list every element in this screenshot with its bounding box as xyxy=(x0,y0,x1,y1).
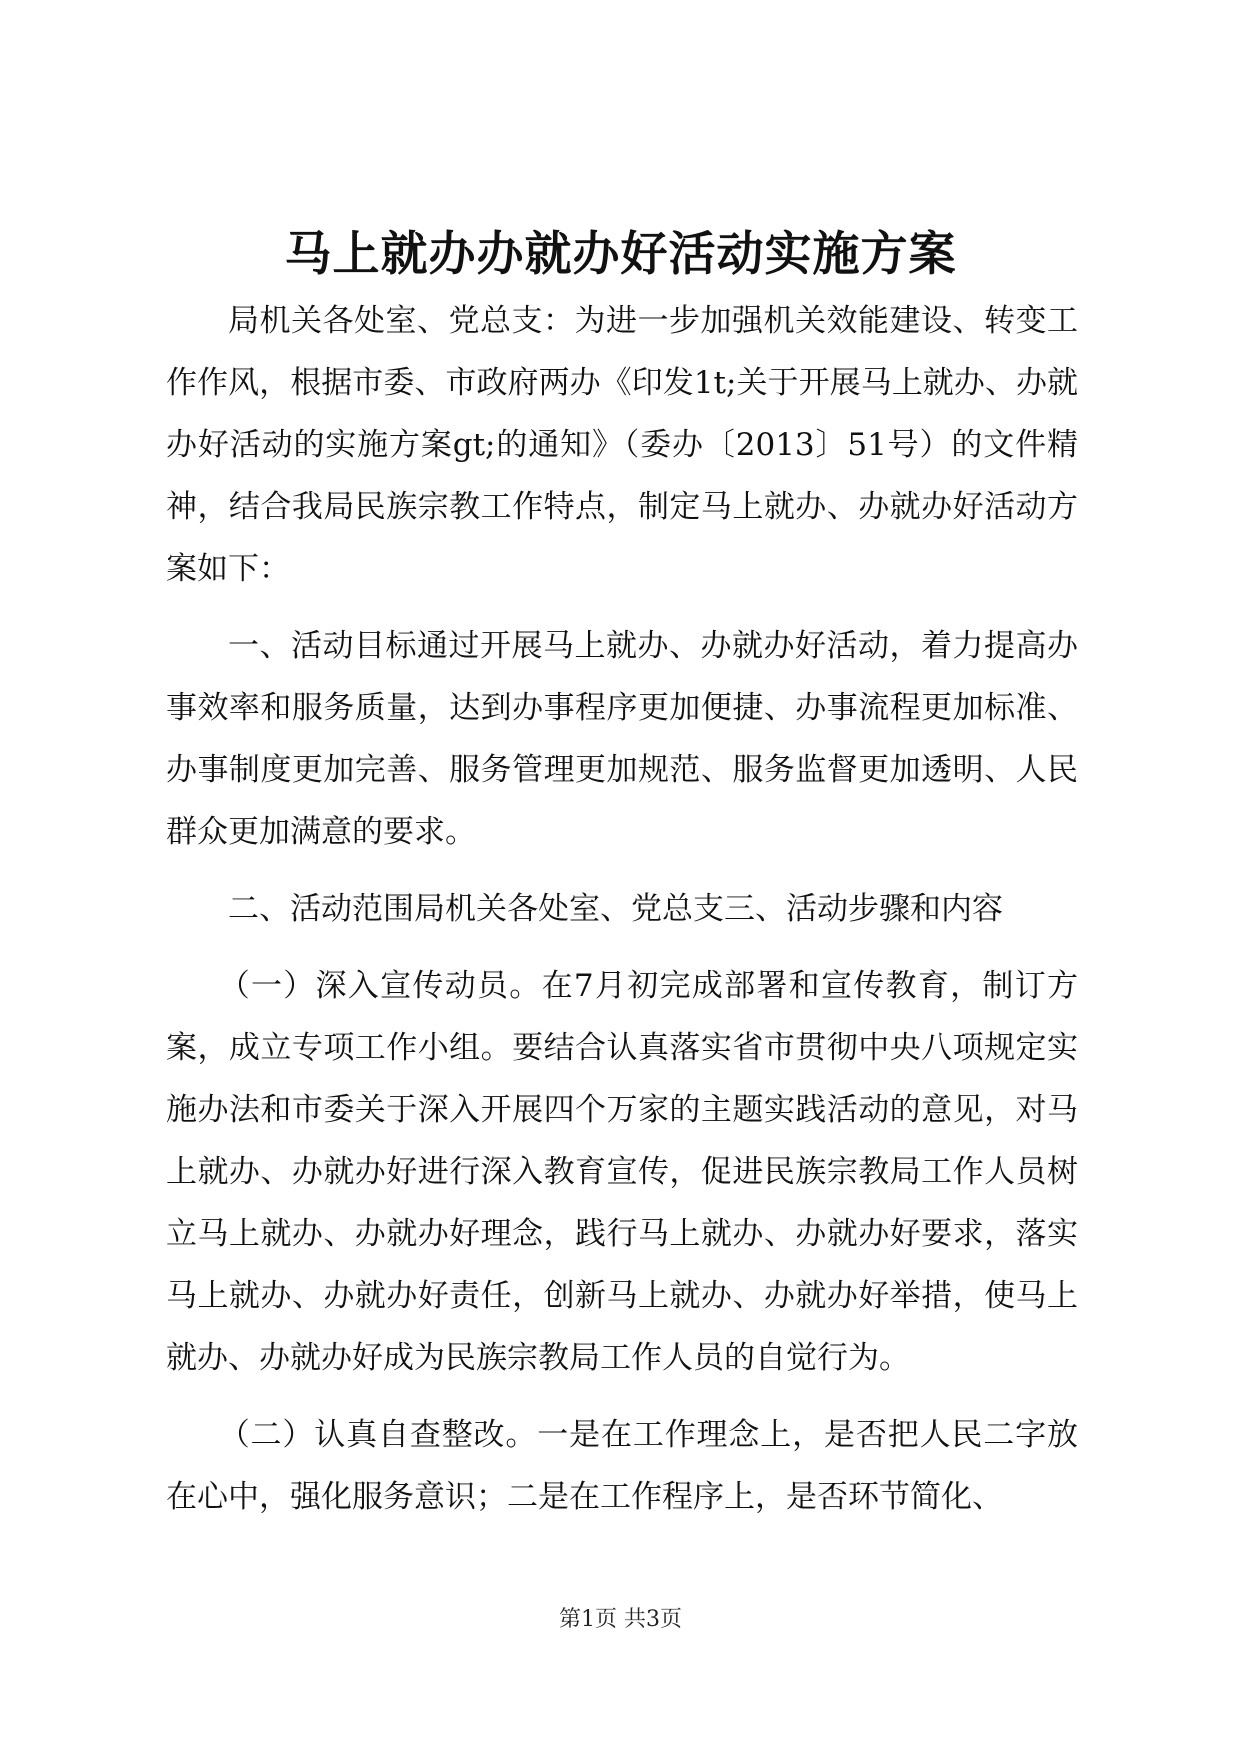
paragraph-step-one: （一）深入宣传动员。在7月初完成部署和宣传教育，制订方案，成立专项工作小组。要结合认真落实省市贯彻中央八项规定实施办法和市委关于深入开展四个万家的主题实践活动的意见，对马上就办、办就办好进行深入教育宣传，促进民族宗教局工作人员树立马上就办、办就办好理念，践行马上就办、办就办好要求，落实马上就办、办就办好责任，创新马上就办、办就办好举措，使马上就办、办就办好成为民族宗教局工作人员的自觉行为。 xyxy=(166,968,1078,1376)
paragraph-scope: 二、活动范围局机关各处室、党总支三、活动步骤和内容 xyxy=(228,891,1003,927)
document-title: 马上就办办就办好活动实施方案 xyxy=(284,227,957,282)
paragraph-goal: 一、活动目标通过开展马上就办、办就办好活动，着力提高办事效率和服务质量，达到办事程序更加便捷、办事流程更加标准、办事制度更加完善、服务管理更加规范、服务监督更加透明、人民群众更加满意的要求。 xyxy=(166,628,1078,850)
paragraph-step-two: （二）认真自查整改。一是在工作理念上，是否把人民二字放在心中，强化服务意识；二是在工作程序上，是否环节简化、 xyxy=(166,1417,1078,1515)
paragraph-intro: 局机关各处室、党总支：为进一步加强机关效能建设、转变工作作风，根据市委、市政府两办《印发1t;关于开展马上就办、办就办好活动的实施方案gt;的通知》（委办〔2013〕51号）的文件精神，结合我局民族宗教工作特点，制定马上就办、办就办好活动方案如下： xyxy=(166,303,1078,587)
page-number-footer: 第1页 共3页 xyxy=(559,1607,682,1632)
document-body xyxy=(166,290,1078,1543)
